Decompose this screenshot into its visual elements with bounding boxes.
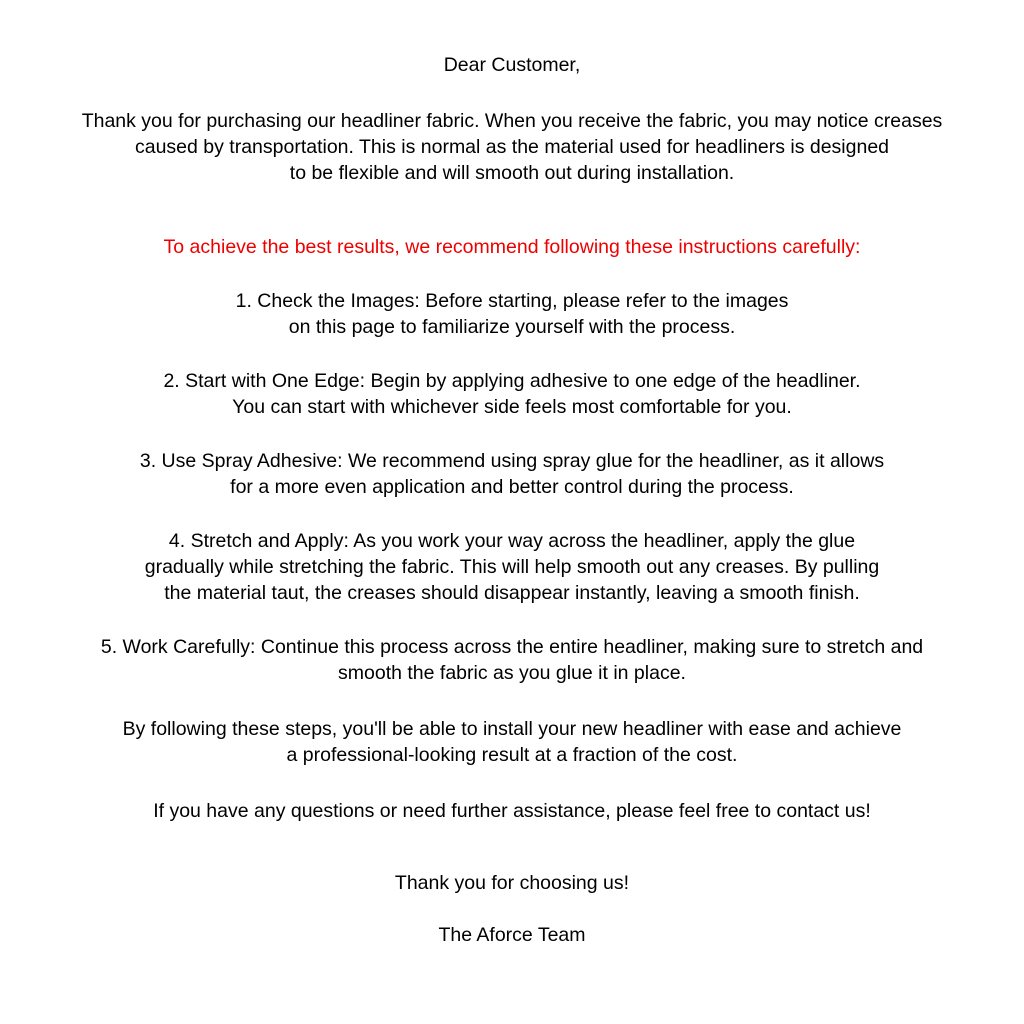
closing-paragraph — [24, 716, 1000, 768]
step-5-line-2: smooth the fabric as you glue it in place. — [338, 662, 686, 684]
step-3-line-1: 3. Use Spray Adhesive: We recommend using spray glue for the headliner, as it allows — [139, 450, 885, 472]
step-4-line-1: 4. Stretch and Apply: As you work your way across the headliner, apply the glue — [168, 530, 856, 552]
greeting-block — [24, 52, 1000, 78]
step-2-line-1: 2. Start with One Edge: Begin by applying adhesive to one edge of the headliner. — [163, 370, 861, 392]
intro-line-1: Thank you for purchasing our headliner fabric. When you receive the fabric, you may notice creases — [81, 110, 943, 132]
closing-line-2: a professional-looking result at a fraction of the cost. — [286, 744, 738, 766]
step-2-line-2: You can start with whichever side feels most comfortable for you. — [232, 396, 792, 418]
contact-text: If you have any questions or need further assistance, please feel free to contact us! — [153, 800, 871, 822]
highlight-text: To achieve the best results, we recommend following these instructions carefully: — [163, 236, 861, 258]
step-4-line-3: the material taut, the creases should disappear instantly, leaving a smooth finish. — [164, 582, 860, 604]
step-3-line-2: for a more even application and better control during the process. — [230, 476, 794, 498]
step-item-1 — [24, 288, 1000, 340]
highlight-callout — [24, 234, 1000, 260]
step-4-line-2: gradually while stretching the fabric. This will help smooth out any creases. By pulling — [144, 556, 880, 578]
thanks-paragraph — [24, 870, 1000, 896]
step-item-2 — [24, 368, 1000, 420]
closing-line-1: By following these steps, you'll be able to install your new headliner with ease and achieve — [122, 718, 902, 740]
step-1-line-1: 1. Check the Images: Before starting, please refer to the images — [235, 290, 789, 312]
step-5-line-1: 5. Work Carefully: Continue this process across the entire headliner, making sure to stretch and — [100, 636, 924, 658]
contact-paragraph — [24, 798, 1000, 824]
greeting-text: Dear Customer, — [443, 54, 581, 76]
signature-text: The Aforce Team — [438, 924, 586, 946]
intro-paragraph — [24, 108, 1000, 186]
step-item-3 — [24, 448, 1000, 500]
intro-line-3: to be flexible and will smooth out during installation. — [289, 162, 735, 184]
intro-line-2: caused by transportation. This is normal as the material used for headliners is designed — [134, 136, 890, 158]
signature-block — [24, 922, 1000, 948]
thanks-text: Thank you for choosing us! — [394, 872, 630, 894]
step-item-4 — [24, 528, 1000, 606]
step-item-5 — [24, 634, 1000, 686]
step-1-line-2: on this page to familiarize yourself with the process. — [288, 316, 736, 338]
